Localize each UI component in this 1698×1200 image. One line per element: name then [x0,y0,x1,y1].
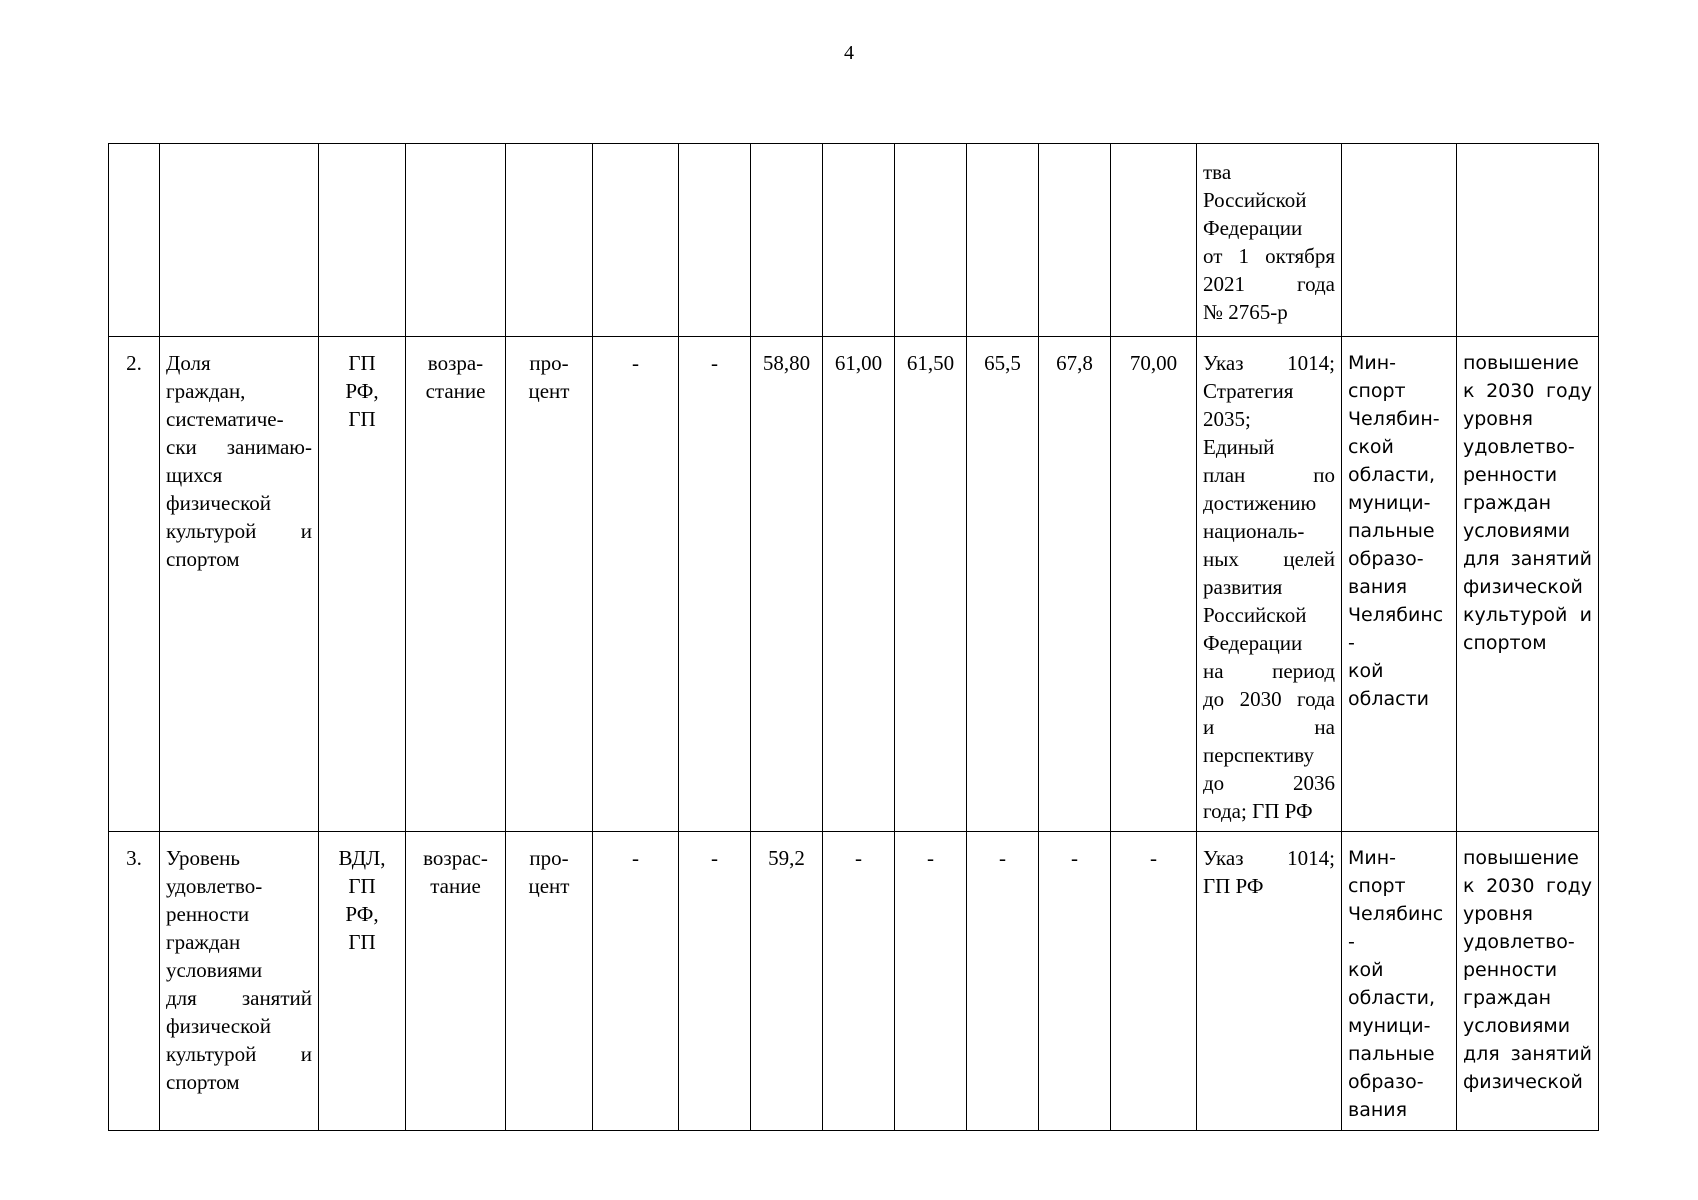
value-cell-v3: 58,80 [751,337,823,832]
responsible-body [1342,337,1457,832]
source-document-line: ГП РФ [1203,874,1264,898]
indicator-level-line: ГП [348,930,376,954]
responsible-body-line: Челябинс- [1348,903,1444,953]
goal-description-line: уровня [1463,408,1533,430]
indicator-name-line: граждан [166,930,241,954]
goal-description-line: физической [1463,1071,1583,1093]
indicator-name-line: Доля [166,351,211,375]
responsible-body-line: образо- [1348,1071,1424,1093]
indicator-name-line: ренности [166,902,250,926]
responsible-body-line: области, [1348,987,1436,1009]
indicator-level-line: РФ, [345,379,379,403]
responsible-body-line: спорт [1348,875,1406,897]
source-document-line: Федерации [1203,631,1303,655]
value-cell-v8 [1111,144,1197,337]
value-cell-v6: - [967,832,1039,1131]
source-document-line: от 1 октября [1203,244,1335,268]
source-document-line: Указ 1014; [1203,351,1335,375]
source-document-line: до 2036 [1203,771,1335,795]
value-cell-v2: - [679,832,751,1131]
goal-description-line: граждан [1463,987,1552,1009]
indicator-level-line: ГП [348,874,376,898]
source-document-line: перспективу [1203,743,1314,767]
goal-description-line: удовлетво- [1463,931,1575,953]
indicator-level [319,337,406,832]
responsible-body-line: вания [1348,576,1408,598]
row-number: 3. [109,832,160,1131]
indicator-name-line: физической [166,491,271,515]
goal-description [1457,144,1599,337]
unit-of-measure-line: про- [529,351,569,375]
value-cell-v3: 59,2 [751,832,823,1131]
indicator-name-line: спортом [166,1070,240,1094]
value-cell-v4 [823,144,895,337]
unit-of-measure [506,337,593,832]
responsible-body [1342,832,1457,1131]
indicator-level [319,144,406,337]
goal-description-line: культурой и [1463,604,1592,626]
indicator-name-line: культурой и [166,519,312,543]
indicator-trend-line: тание [430,874,481,898]
source-document-line: года; ГП РФ [1203,799,1313,823]
responsible-body-line: Челябинс- [1348,604,1444,654]
source-document [1197,144,1342,337]
indicator-name-line: физической [166,1014,271,1038]
source-document-line: Стратегия [1203,379,1294,403]
goal-description [1457,832,1599,1131]
source-document-line: 2021 года [1203,272,1335,296]
source-document-line: план по [1203,463,1335,487]
indicator-name-line: граждан, [166,379,246,403]
source-document-line: Указ 1014; [1203,846,1335,870]
value-cell-v2: - [679,337,751,832]
source-document-line: и на [1203,715,1335,739]
responsible-body-line: области, [1348,464,1436,486]
source-document-line: достижению [1203,491,1317,515]
indicator-level [319,832,406,1131]
indicator-level-line: РФ, [345,902,379,926]
source-document-line: Российской [1203,603,1307,627]
unit-of-measure [506,144,593,337]
source-document [1197,832,1342,1131]
value-cell-v7: 67,8 [1039,337,1111,832]
table-row [109,832,1599,1131]
indicator-level-line: ГП [348,407,376,431]
source-document-line: Федерации [1203,216,1303,240]
value-cell-v7: - [1039,832,1111,1131]
goal-description-line: ренности [1463,959,1558,981]
source-document-line: на период [1203,659,1335,683]
responsible-body [1342,144,1457,337]
row-number [109,144,160,337]
goal-description-line: условиями [1463,520,1571,542]
value-cell-v3 [751,144,823,337]
goal-description-line: для занятий [1463,1043,1592,1065]
value-cell-v5: - [895,832,967,1131]
responsible-body-line: спорт [1348,380,1406,402]
goal-description-line: повышение [1463,847,1579,869]
unit-of-measure-line: цент [528,874,570,898]
indicator-name-line: ски занимаю- [166,435,312,459]
table-row [109,144,1599,337]
responsible-body-line: кой [1348,660,1384,682]
indicator-name [160,337,319,832]
source-document-line: 2035; [1203,407,1251,431]
value-cell-v5: 61,50 [895,337,967,832]
indicator-trend-line: возра- [427,351,484,375]
indicator-name-line: Уровень [166,846,240,870]
unit-of-measure-line: про- [529,846,569,870]
value-cell-v8: - [1111,832,1197,1131]
goal-description-line: ренности [1463,464,1558,486]
value-cell-v8: 70,00 [1111,337,1197,832]
responsible-body-line: Мин- [1348,847,1397,869]
responsible-body-line: муници- [1348,1015,1431,1037]
goal-description-line: повышение [1463,352,1579,374]
value-cell-v6 [967,144,1039,337]
table-row [109,337,1599,832]
responsible-body-line: области [1348,688,1429,710]
value-cell-v1: - [593,337,679,832]
responsible-body-line: Челябин- [1348,408,1440,430]
indicator-name-line: систематиче- [166,407,284,431]
goal-description-line: удовлетво- [1463,436,1575,458]
indicators-table [108,143,1599,1131]
value-cell-v4: 61,00 [823,337,895,832]
row-number: 2. [109,337,160,832]
goal-description-line: условиями [1463,1015,1571,1037]
indicator-level-line: ВДЛ, [338,846,386,870]
goal-description-line: спортом [1463,632,1547,654]
goal-description-line: граждан [1463,492,1552,514]
responsible-body-line: кой [1348,959,1384,981]
goal-description-line: уровня [1463,903,1533,925]
unit-of-measure-line: цент [528,379,570,403]
goal-description-line: к 2030 году [1463,875,1592,897]
indicator-name [160,832,319,1131]
indicator-name [160,144,319,337]
source-document-line: ных целей [1203,547,1335,571]
indicator-level-line: ГП [348,351,376,375]
value-cell-v7 [1039,144,1111,337]
indicator-name-line: спортом [166,547,240,571]
responsible-body-line: пальные [1348,520,1435,542]
source-document-line: националь- [1203,519,1305,543]
value-cell-v1: - [593,832,679,1131]
indicator-trend [406,144,506,337]
source-document-line: Единый [1203,435,1275,459]
indicator-trend-line: возрас- [423,846,488,870]
value-cell-v5 [895,144,967,337]
source-document-line: № 2765-р [1203,300,1288,324]
source-document-line: Российской [1203,188,1307,212]
value-cell-v4: - [823,832,895,1131]
responsible-body-line: образо- [1348,548,1424,570]
indicator-name-line: культурой и [166,1042,312,1066]
page-number: 4 [844,42,854,64]
goal-description-line: для занятий [1463,548,1592,570]
indicator-trend-line: стание [425,379,486,403]
source-document-line: тва [1203,160,1232,184]
responsible-body-line: пальные [1348,1043,1435,1065]
indicator-trend [406,832,506,1131]
responsible-body-line: Мин- [1348,352,1397,374]
indicator-name-line: удовлетво- [166,874,263,898]
indicator-name-line: щихся [166,463,223,487]
goal-description-line: физической [1463,576,1583,598]
value-cell-v6: 65,5 [967,337,1039,832]
indicator-name-line: условиями [166,958,263,982]
value-cell-v2 [679,144,751,337]
goal-description [1457,337,1599,832]
indicator-name-line: для занятий [166,986,312,1010]
source-document [1197,337,1342,832]
responsible-body-line: муници- [1348,492,1431,514]
indicator-trend [406,337,506,832]
responsible-body-line: вания [1348,1099,1408,1121]
unit-of-measure [506,832,593,1131]
source-document-line: развития [1203,575,1283,599]
goal-description-line: к 2030 году [1463,380,1592,402]
responsible-body-line: ской [1348,436,1394,458]
source-document-line: до 2030 года [1203,687,1335,711]
value-cell-v1 [593,144,679,337]
